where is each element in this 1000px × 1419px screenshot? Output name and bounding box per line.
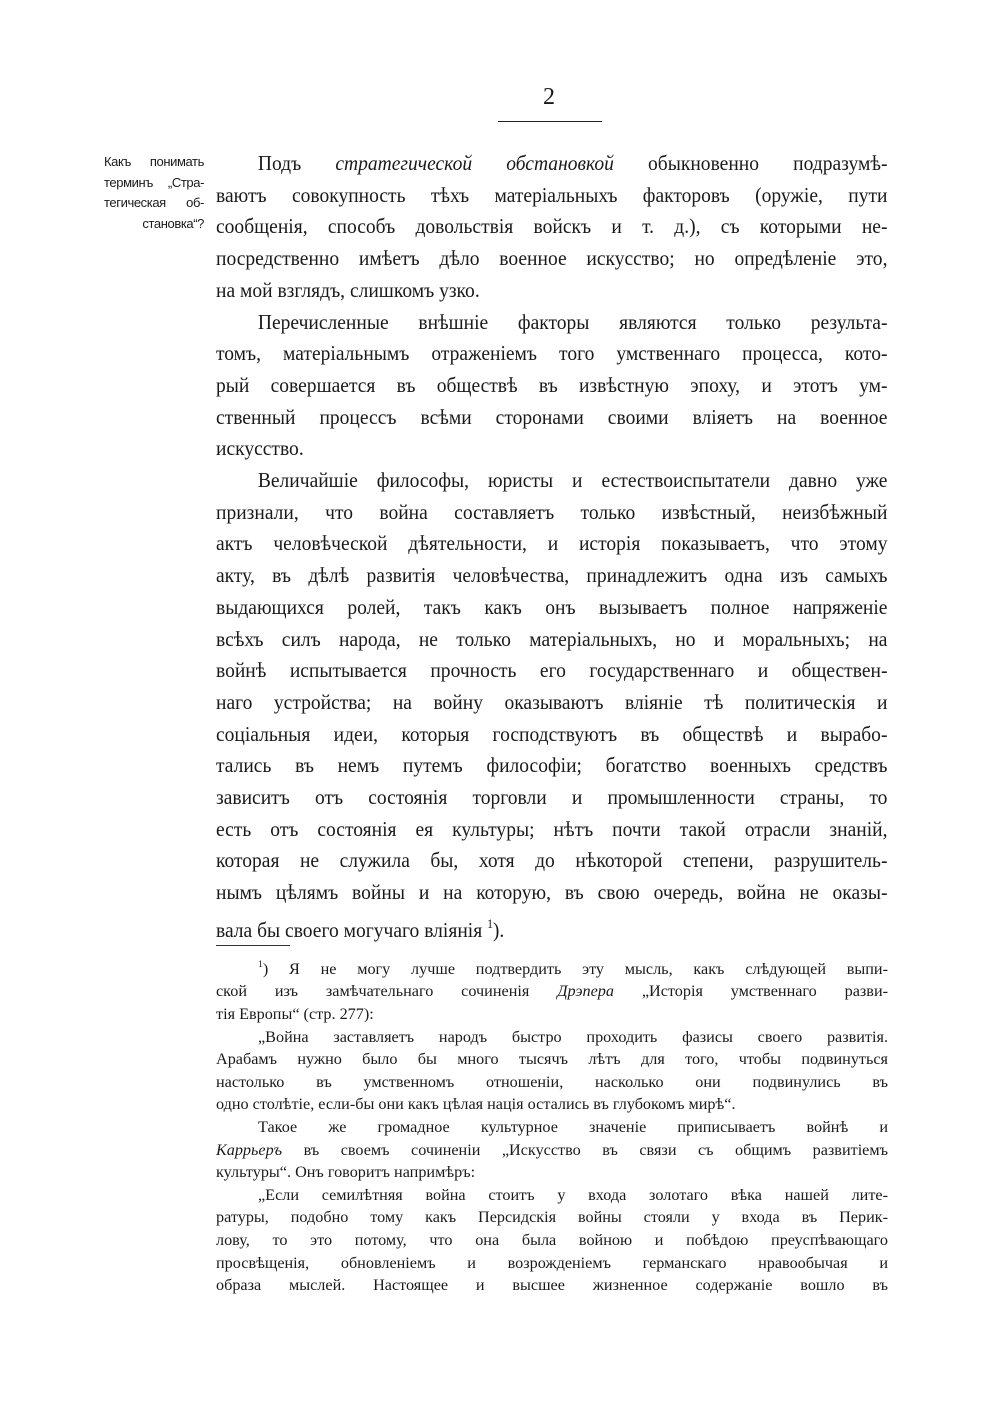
margin-note-line: тегическая об- <box>104 195 204 210</box>
text-segment: образа мыслей. Настоящее и высшее жизненное содержаніе вошло въ <box>216 1276 888 1295</box>
italic-text: Каррьеръ <box>216 1140 283 1159</box>
footnote-line <box>216 1274 888 1297</box>
footnote-line <box>216 1093 888 1116</box>
footnote-line <box>216 1161 888 1184</box>
page-number-rule <box>498 121 602 122</box>
footnote-ref: 1 <box>487 916 493 931</box>
text-segment: посредственно имѣетъ дѣло военное искусство; но опредѣленіе это, <box>216 246 888 271</box>
text-segment: „Если семилѣтняя война стоитъ у входа золотаго вѣка нашей лите- <box>258 1185 888 1204</box>
footnote-line <box>216 1003 888 1026</box>
text-segment: „Война заставляетъ народъ быстро проходить фазисы своего развитія. <box>258 1027 888 1046</box>
margin-note-line: Какъ понимать <box>104 154 204 169</box>
text-segment: ратуры, подобно тому какъ Персидскія войны стояли у входа въ Перик- <box>216 1208 888 1227</box>
main-line <box>216 402 887 434</box>
text-segment: акту, въ дѣлѣ развитія человѣчества, принадлежитъ одна изъ самыхъ <box>216 563 888 588</box>
italic-text: Дрэпера <box>557 982 614 1001</box>
footnote-line <box>216 1206 888 1229</box>
text-segment: всѣхъ силъ народа, не только матеріальныхъ, но и моральныхъ; на <box>216 626 888 651</box>
text-segment: есть отъ состоянія ея культуры; нѣтъ почти такой отрасли знаній, <box>216 816 888 841</box>
text-segment: лову, то это потому, что она была войною и побѣдою преуспѣвающаго <box>216 1230 888 1249</box>
main-line <box>216 655 887 687</box>
text-segment: наго устройства; на войну оказываютъ вліяніе тѣ политическія и <box>216 689 888 714</box>
footnote <box>216 954 888 1297</box>
footnote-line <box>216 1139 888 1162</box>
main-line <box>216 211 887 243</box>
text-segment: обыкновенно подразумѣ- <box>613 151 888 175</box>
main-line <box>216 750 887 782</box>
main-line <box>216 433 887 465</box>
main-line <box>216 877 887 909</box>
main-line <box>216 180 887 212</box>
text-segment: сообщенія, способъ довольствія войскъ и т. д.), съ которыми не- <box>216 214 888 239</box>
margin-note <box>104 152 204 234</box>
text-segment: „Исторія умственнаго разви- <box>613 982 888 1001</box>
text-segment: ваютъ совокупность тѣхъ матеріальныхъ факторовъ (оружіе, пути <box>216 182 888 207</box>
footnote-line <box>216 1026 888 1049</box>
text-segment: которая не служила бы, хотя до нѣкоторой степени, разрушитель- <box>216 848 888 873</box>
page-number: 2 <box>543 84 555 110</box>
text-segment: Такое же громадное культурное значеніе приписываетъ войнѣ и <box>258 1117 888 1136</box>
text-segment: ) Я не могу лучше подтвердить эту мысль, какъ слѣдующей выпи- <box>262 959 888 978</box>
text-segment: Арабамъ нужно было бы много тысячъ лѣтъ для того, чтобы подвинуться <box>216 1050 888 1069</box>
text-segment: томъ, матеріальнымъ отраженіемъ того умственнаго процесса, кото- <box>216 341 888 366</box>
main-line <box>216 909 887 947</box>
main-line <box>216 307 887 339</box>
footnote-ref: 1 <box>258 959 263 970</box>
footnote-line <box>216 1229 888 1252</box>
text-segment: выдающихся ролей, такъ какъ онъ вызываетъ полное напряженіе <box>216 594 888 619</box>
main-line <box>216 148 887 180</box>
main-text <box>216 148 887 946</box>
text-segment: культуры“. Онъ говоритъ напримѣръ: <box>216 1163 476 1182</box>
text-segment: нымъ цѣлямъ войны и на которую, въ свою очередь, война не оказы- <box>216 880 888 905</box>
text-segment: признали, что война составляетъ только извѣстный, неизбѣжный <box>216 499 888 524</box>
text-segment: Величайшіе философы, юристы и естествоиспытатели давно уже <box>257 468 888 493</box>
text-segment: зависитъ отъ состоянія торговли и промышленности страны, то <box>216 785 888 810</box>
footnote-line <box>216 954 888 980</box>
text-segment: просвѣщенія, обновленіемъ и возрожденіемъ германскаго нравообычая и <box>216 1253 888 1272</box>
margin-note-line: становка“? <box>142 215 204 231</box>
main-line <box>216 782 887 814</box>
text-segment: искусство. <box>216 436 304 461</box>
main-line <box>216 687 887 719</box>
text-segment: въ своемъ сочиненіи „Искусство въ связи съ общимъ развитіемъ <box>282 1140 888 1159</box>
text-segment: настолько въ умственномъ отношеніи, насколько они подвинулись въ <box>216 1072 888 1091</box>
text-segment: ской изъ замѣчательнаго сочиненія <box>216 982 558 1001</box>
text-segment: соціальныя идеи, которыя господствуютъ въ обществѣ и вырабо- <box>216 721 888 746</box>
main-line <box>216 814 887 846</box>
main-line <box>216 338 887 370</box>
main-line <box>216 243 887 275</box>
text-segment: рый совершается въ обществѣ въ извѣстную эпоху, и этотъ ум- <box>216 372 888 397</box>
margin-note-line: терминъ „Стра- <box>104 174 204 190</box>
footnote-line <box>216 1071 888 1094</box>
footnote-line <box>216 1184 888 1207</box>
main-line <box>216 560 887 592</box>
italic-text: стратегической обстановкой <box>335 151 614 175</box>
text-segment: актъ человѣческой дѣятельности, и исторія показываетъ, что этому <box>216 531 888 556</box>
footnote-line <box>216 980 888 1003</box>
main-line <box>216 370 887 402</box>
text-segment: вала бы своего могучаго вліянія <box>216 917 488 942</box>
main-line <box>216 528 887 560</box>
text-segment: тія Европы“ (стр. 277): <box>216 1004 374 1023</box>
text-segment: одно столѣтіе, если-бы они какъ цѣлая нація остались въ глубокомъ мирѣ“. <box>216 1095 736 1114</box>
footnote-line <box>216 1116 888 1139</box>
main-line <box>216 592 887 624</box>
main-line <box>216 497 887 529</box>
main-line <box>216 624 887 656</box>
footnote-divider <box>216 945 290 946</box>
text-segment: тались въ немъ путемъ философіи; богатство военныхъ средствъ <box>216 753 888 778</box>
text-segment: Перечисленные внѣшніе факторы являются только результа- <box>257 309 888 334</box>
main-line <box>216 845 887 877</box>
main-line <box>216 719 887 751</box>
main-line <box>216 465 887 497</box>
main-line <box>216 275 887 307</box>
text-segment: ). <box>492 917 505 942</box>
footnote-line <box>216 1048 888 1071</box>
footnote-line <box>216 1252 888 1275</box>
text-segment: войнѣ испытывается прочность его государственнаго и обществен- <box>216 658 888 683</box>
text-segment: на мой взглядъ, слишкомъ узко. <box>216 277 480 302</box>
text-segment: Подъ <box>257 151 336 175</box>
text-segment: ственный процессъ всѣми сторонами своими вліяетъ на военное <box>216 404 888 429</box>
